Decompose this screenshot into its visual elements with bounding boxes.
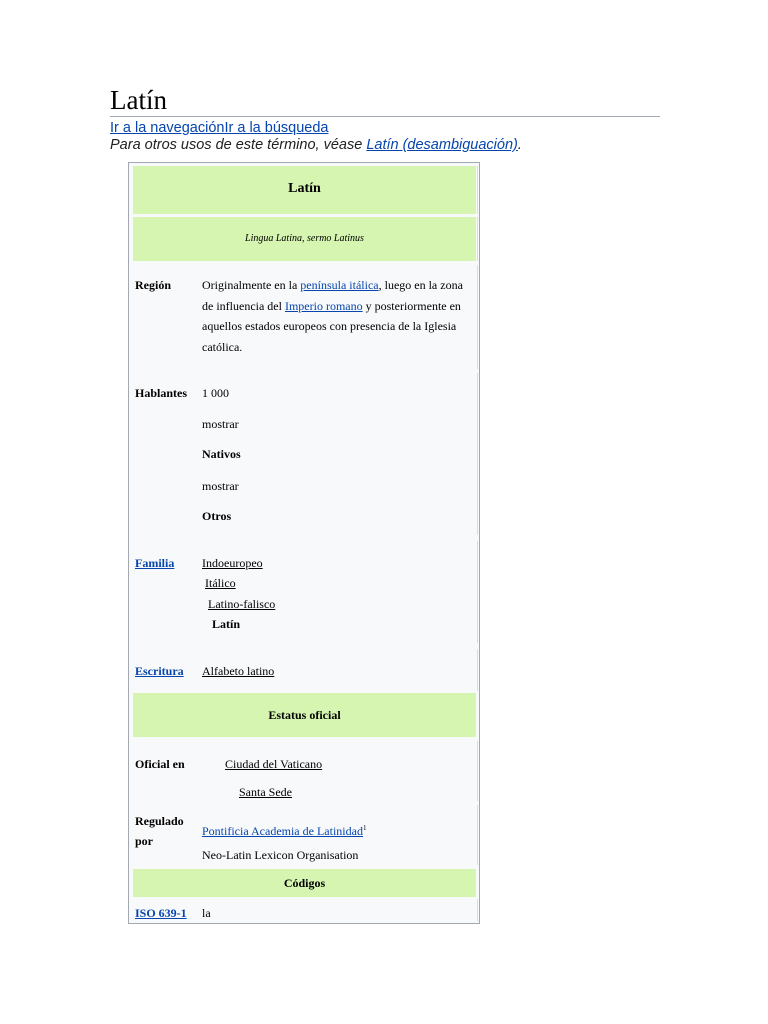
infobox-header-band	[133, 166, 476, 214]
other-speakers-label: Otros	[202, 509, 232, 523]
family-item-current: Latín	[212, 617, 241, 631]
iso-639-1-link[interactable]: ISO 639-1	[135, 906, 187, 920]
infobox-edge	[477, 166, 478, 214]
official-status-heading: Estatus oficial	[268, 708, 341, 722]
infobox-edge	[477, 541, 478, 643]
native-speakers-label: Nativos	[202, 447, 241, 461]
hatnote	[110, 136, 522, 154]
hatnote-text: Para otros usos de este término, véase	[110, 137, 367, 153]
iso-639-1-code: la	[202, 906, 211, 920]
regulator-entry	[202, 818, 366, 842]
infobox-edge	[477, 741, 478, 801]
infobox-edge	[477, 899, 478, 921]
region-text: , luego en la zona de influencia del	[202, 278, 463, 313]
disambiguation-link[interactable]: Latín (desambiguación)	[366, 137, 518, 153]
hatnote-suffix: .	[517, 137, 522, 153]
infobox-edge	[477, 265, 478, 369]
codes-band	[133, 869, 476, 897]
family-label-link[interactable]: Familia	[135, 556, 175, 570]
roman-empire-link[interactable]: Imperio romano	[284, 298, 363, 313]
speakers-count: 1 000	[202, 386, 229, 400]
neo-latin-organisation: Neo-Latin Lexicon Organisation	[202, 848, 359, 862]
page-title: Latín	[110, 85, 167, 115]
title-divider	[110, 116, 660, 117]
family-item-link[interactable]: Itálico	[205, 576, 236, 590]
jump-to-search-link[interactable]: Ir a la búsqueda	[224, 120, 329, 136]
italic-peninsula-link[interactable]: península itálica	[300, 278, 379, 292]
vatican-city-link[interactable]: Ciudad del Vaticano	[225, 757, 323, 771]
latin-alphabet-link[interactable]: Alfabeto latino	[202, 664, 275, 678]
family-item-link[interactable]: Indoeuropeo	[202, 556, 263, 570]
official-status-band	[133, 693, 476, 737]
region-value	[202, 275, 474, 357]
infobox-edge	[477, 805, 478, 865]
script-label-link[interactable]: Escritura	[135, 664, 184, 678]
infobox-edge	[477, 373, 478, 535]
jump-to-navigation-link[interactable]: Ir a la navegación	[110, 120, 225, 136]
native-name: Lingua Latina, sermo Latinus	[245, 233, 364, 244]
infobox-title: Latín	[288, 181, 321, 196]
pontifical-academy-link[interactable]: Pontificia Academia de Latinidad	[202, 824, 363, 838]
other-speakers-toggle[interactable]: mostrar	[202, 479, 239, 493]
official-in-label: Oficial en	[135, 757, 185, 771]
holy-see-link[interactable]: Santa Sede	[239, 785, 292, 799]
family-item-link[interactable]: Latino-falisco	[208, 597, 276, 611]
codes-heading: Códigos	[283, 876, 326, 890]
region-label: Región	[135, 278, 171, 292]
native-speakers-toggle[interactable]: mostrar	[202, 417, 239, 431]
native-name-band	[133, 217, 476, 261]
footnote-ref[interactable]: 1	[362, 824, 367, 832]
region-text: y posteriormente en aquellos estados europeos con presencia de la Iglesia católica.	[202, 298, 461, 354]
language-infobox	[128, 162, 480, 924]
regulated-by-label-2: por	[135, 834, 153, 848]
infobox-edge	[477, 217, 478, 261]
jump-links	[110, 119, 328, 137]
speakers-label: Hablantes	[135, 386, 188, 400]
region-text: Originalmente en la	[202, 278, 301, 292]
regulated-by-label: Regulado	[135, 814, 184, 828]
infobox-edge	[477, 649, 478, 691]
